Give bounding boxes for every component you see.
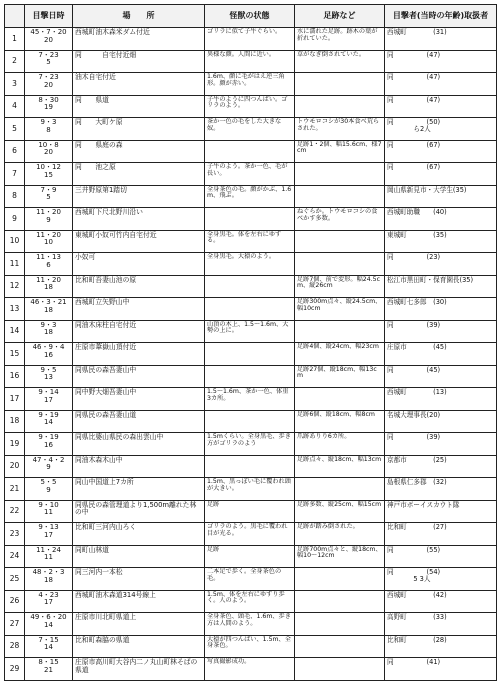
sighting-location: 比和町吾妻山池の原 — [73, 275, 205, 298]
footprint-notes: 草がなぎ倒されていた。 — [295, 50, 385, 73]
sighting-location: 同油木森木山中 — [73, 455, 205, 478]
row-number: 15 — [5, 343, 25, 366]
sighting-location: 庄原市葦嶽山頂付近 — [73, 343, 205, 366]
sighting-date: 49・6・20 14 — [25, 613, 73, 636]
creature-description: 1.5mくらい。全身黒毛、歩き方がゴリラのよう — [205, 433, 295, 456]
creature-description: 全身黒毛。体を左右にゆする。 — [205, 230, 295, 253]
header-date: 目撃日時 — [25, 5, 73, 28]
sighting-date: 7・9 5 — [25, 185, 73, 208]
table-row — [5, 50, 497, 73]
row-number: 12 — [5, 275, 25, 298]
sighting-date: 9・3 8 — [25, 118, 73, 141]
witness-info: 岡山県新見市・大学生(35) — [385, 185, 497, 208]
creature-description — [205, 343, 295, 366]
sighting-location: 同町山林道 — [73, 545, 205, 568]
row-number: 4 — [5, 95, 25, 118]
sighting-location: 同山中国道上7カ所 — [73, 478, 205, 501]
footprint-notes — [295, 568, 385, 591]
table-row — [5, 658, 497, 681]
sighting-location: 比和町三河内山ろく — [73, 523, 205, 546]
footprint-notes: 足跡1・2個、幅15.6cm、様7cm — [295, 140, 385, 163]
creature-description — [205, 208, 295, 231]
footprint-notes: 足跡点々、縦18cm、幅13cm — [295, 455, 385, 478]
row-number: 18 — [5, 410, 25, 433]
row-number: 24 — [5, 545, 25, 568]
sighting-date: 46・9・4 16 — [25, 343, 73, 366]
creature-description: 1.6m、顔に毛がはえ逆三角形。顔が赤い。 — [205, 73, 295, 96]
footprint-notes: 足跡4個、縦24cm、幅23cm — [295, 343, 385, 366]
row-number: 17 — [5, 388, 25, 411]
witness-info: 西城町 (42) — [385, 590, 497, 613]
creature-description: ゴリラのよう。黒毛に覆われ目が光る。 — [205, 523, 295, 546]
sighting-date: 9・19 16 — [25, 433, 73, 456]
sighting-date: 10・8 20 — [25, 140, 73, 163]
witness-info: 島根県仁多郡 (32) — [385, 478, 497, 501]
witness-info: 比和町 (28) — [385, 635, 497, 658]
row-number: 5 — [5, 118, 25, 141]
witness-info: 京都市 (25) — [385, 455, 497, 478]
row-number: 22 — [5, 500, 25, 523]
sighting-location: 同県民の森吾妻山中 — [73, 365, 205, 388]
sighting-date: 11・20 9 — [25, 208, 73, 231]
row-number: 13 — [5, 298, 25, 321]
sighting-location: 西城町立矢野山中 — [73, 298, 205, 321]
sighting-date: 11・20 18 — [25, 275, 73, 298]
creature-description: 異様な顔。人間に近い。 — [205, 50, 295, 73]
sighting-location: 三井野原第1踏切 — [73, 185, 205, 208]
creature-description — [205, 275, 295, 298]
table-row — [5, 635, 497, 658]
header-row — [5, 5, 497, 28]
sighting-location: 比和町森脇の県道 — [73, 635, 205, 658]
witness-info: 神戸市ボーイスカウト隊 — [385, 500, 497, 523]
creature-description: 全身茶色、頭毛、1.6m、歩き方は人間のよう。 — [205, 613, 295, 636]
creature-description — [205, 365, 295, 388]
row-number: 7 — [5, 163, 25, 186]
witness-info: 同 (39) — [385, 320, 497, 343]
table-row — [5, 230, 497, 253]
table-row — [5, 523, 497, 546]
creature-description — [205, 455, 295, 478]
witness-info: 同 (23) — [385, 253, 497, 276]
sighting-date: 47・4・2 9 — [25, 455, 73, 478]
row-number: 6 — [5, 140, 25, 163]
witness-info: 同 (47) — [385, 95, 497, 118]
creature-description: ゴリラに似て子牛ぐらい。 — [205, 28, 295, 51]
sighting-date: 9・10 11 — [25, 500, 73, 523]
witness-info: 庄原市 (45) — [385, 343, 497, 366]
witness-info: 高野町 (33) — [385, 613, 497, 636]
sighting-location: 同県民の森吾妻山道 — [73, 410, 205, 433]
witness-info: 西城町 (31) — [385, 28, 497, 51]
witness-info: 同 (50) ら2人 — [385, 118, 497, 141]
row-number: 16 — [5, 365, 25, 388]
sighting-location: 西城町油木森道314号線上 — [73, 590, 205, 613]
creature-description — [205, 410, 295, 433]
sighting-date: 46・3・21 18 — [25, 298, 73, 321]
sighting-location: 同 大町ケ原 — [73, 118, 205, 141]
sighting-date: 7・23 20 — [25, 73, 73, 96]
sighting-date: 8・30 19 — [25, 95, 73, 118]
sighting-location: 東城町小奴可竹内自宅付近 — [73, 230, 205, 253]
footprint-notes — [295, 163, 385, 186]
row-number: 10 — [5, 230, 25, 253]
header-feature: 怪獣の状態 — [205, 5, 295, 28]
table-row — [5, 118, 497, 141]
creature-description — [205, 140, 295, 163]
row-number: 9 — [5, 208, 25, 231]
header-footprint: 足跡など — [295, 5, 385, 28]
table-row — [5, 95, 497, 118]
footprint-notes: 足跡6個、縦18cm、幅8cm — [295, 410, 385, 433]
sighting-location: 庄原市高川町大谷内二ノ丸山町林そばの県道 — [73, 658, 205, 681]
sighting-location: 同 県庭の森 — [73, 140, 205, 163]
sighting-location: 同油木床柱自宅付近 — [73, 320, 205, 343]
creature-description: 1.5m、体を左右にゆすり歩く。人のよう。 — [205, 590, 295, 613]
sighting-location: 同 県道 — [73, 95, 205, 118]
sighting-location: 庄原市川北町県道上 — [73, 613, 205, 636]
row-number: 28 — [5, 635, 25, 658]
sighting-location: 西城町油木森米ダム付近 — [73, 28, 205, 51]
table-row — [5, 185, 497, 208]
footprint-notes — [295, 73, 385, 96]
table-row — [5, 613, 497, 636]
creature-description: 写真撮影成功。 — [205, 658, 295, 681]
sighting-date: 9・5 13 — [25, 365, 73, 388]
sighting-table — [4, 4, 497, 681]
sighting-date: 45・7・20 20 — [25, 28, 73, 51]
sighting-date: 7・23 5 — [25, 50, 73, 73]
creature-description: 山頂の木上、1.5〜1.6m、大勢の上に。 — [205, 320, 295, 343]
witness-info: 同 (54) 5 3人 — [385, 568, 497, 591]
footprint-notes: 爪跡ありり6カ所。 — [295, 433, 385, 456]
witness-info: 同 (47) — [385, 50, 497, 73]
table-row — [5, 298, 497, 321]
witness-info: 名城大理事長(20) — [385, 410, 497, 433]
witness-info: 同 (67) — [385, 140, 497, 163]
header-location: 場 所 — [73, 5, 205, 28]
footprint-notes — [295, 388, 385, 411]
table-row — [5, 568, 497, 591]
witness-info: 松江市黒田町・保育園長(35) — [385, 275, 497, 298]
witness-info: 西城町 (13) — [385, 388, 497, 411]
header-no — [5, 5, 25, 28]
row-number: 19 — [5, 433, 25, 456]
witness-info: 同 (67) — [385, 163, 497, 186]
creature-description: 子牛のように四つんばい。ゴリラのよう。 — [205, 95, 295, 118]
table-row — [5, 73, 497, 96]
sighting-date: 9・3 18 — [25, 320, 73, 343]
row-number: 2 — [5, 50, 25, 73]
footprint-notes: 足跡700m点々と、縦18cm、幅10〜12cm — [295, 545, 385, 568]
creature-description: 茶か一色の毛をした大きな奴。 — [205, 118, 295, 141]
table-row — [5, 478, 497, 501]
sighting-date: 5・5 9 — [25, 478, 73, 501]
footprint-notes — [295, 230, 385, 253]
creature-description: 足跡 — [205, 500, 295, 523]
sighting-record-page — [4, 4, 496, 674]
witness-info: 同 (41) — [385, 658, 497, 681]
footprint-notes: 水に濡れた足跡。跡木の葉が折れていた。 — [295, 28, 385, 51]
sighting-location: 同県民の森管理道より1,500m離れた林の中 — [73, 500, 205, 523]
sighting-date: 9・19 14 — [25, 410, 73, 433]
witness-info: 同 (55) — [385, 545, 497, 568]
footprint-notes: 足跡7個、前で変形。幅24.5cm、縦26cm — [295, 275, 385, 298]
row-number: 8 — [5, 185, 25, 208]
table-row — [5, 365, 497, 388]
sighting-date: 8・15 21 — [25, 658, 73, 681]
creature-description — [205, 298, 295, 321]
creature-description: 1.5m、黒っぽい毛に覆われ頭が大きい。 — [205, 478, 295, 501]
footprint-notes: 足跡300m点々、縦24.5cm、幅10cm — [295, 298, 385, 321]
table-row — [5, 410, 497, 433]
creature-description: 二本足で歩く。全身茶色の毛。 — [205, 568, 295, 591]
sighting-location: 西城町下尺北野川沿い — [73, 208, 205, 231]
sighting-location: 小奴可 — [73, 253, 205, 276]
sighting-date: 10・12 15 — [25, 163, 73, 186]
creature-description: 全身茶色の毛。顔がかぶ、1.6m、飛ぶ。 — [205, 185, 295, 208]
footprint-notes: 足跡27個、縦18cm、幅13cm — [295, 365, 385, 388]
sighting-date: 11・24 11 — [25, 545, 73, 568]
table-row — [5, 28, 497, 51]
witness-info: 同 (45) — [385, 365, 497, 388]
table-row — [5, 455, 497, 478]
sighting-location: 同中野大畑吾妻山中 — [73, 388, 205, 411]
table-row — [5, 253, 497, 276]
creature-description: 子牛のよう。茶か一色、毛が長い。 — [205, 163, 295, 186]
table-row — [5, 320, 497, 343]
row-number: 25 — [5, 568, 25, 591]
sighting-date: 9・14 17 — [25, 388, 73, 411]
table-row — [5, 433, 497, 456]
row-number: 27 — [5, 613, 25, 636]
table-row — [5, 545, 497, 568]
header-witness: 目撃者(当時の年齢)取扱者 — [385, 5, 497, 28]
table-row — [5, 388, 497, 411]
creature-description: 大猿が四つんばい、1.5m、全身茶色。 — [205, 635, 295, 658]
sighting-location: 同三河内一本松 — [73, 568, 205, 591]
row-number: 21 — [5, 478, 25, 501]
row-number: 26 — [5, 590, 25, 613]
table-row — [5, 140, 497, 163]
footprint-notes — [295, 185, 385, 208]
sighting-location: 油木自宅付近 — [73, 73, 205, 96]
row-number: 23 — [5, 523, 25, 546]
sighting-location: 同 自宅付近畑 — [73, 50, 205, 73]
footprint-notes — [295, 613, 385, 636]
table-row — [5, 275, 497, 298]
table-row — [5, 163, 497, 186]
row-number: 3 — [5, 73, 25, 96]
witness-info: 西城町助職 (40) — [385, 208, 497, 231]
sighting-date: 11・13 6 — [25, 253, 73, 276]
witness-info: 同 (47) — [385, 73, 497, 96]
footprint-notes: ねぐらか。トウモロコシの食べかす多数。 — [295, 208, 385, 231]
table-row — [5, 343, 497, 366]
row-number: 1 — [5, 28, 25, 51]
sighting-location: 同県比婆山県民の森出雲山中 — [73, 433, 205, 456]
row-number: 14 — [5, 320, 25, 343]
footprint-notes: 足跡が踏み倒された。 — [295, 523, 385, 546]
witness-info: 同 (39) — [385, 433, 497, 456]
creature-description: 足跡 — [205, 545, 295, 568]
row-number: 20 — [5, 455, 25, 478]
witness-info: 比和町 (27) — [385, 523, 497, 546]
creature-description: 1.5〜1.6m、茶か一色、体重3カ所。 — [205, 388, 295, 411]
sighting-date: 7・15 14 — [25, 635, 73, 658]
footprint-notes — [295, 95, 385, 118]
footprint-notes — [295, 320, 385, 343]
footprint-notes — [295, 635, 385, 658]
footprint-notes — [295, 658, 385, 681]
sighting-date: 4・23 17 — [25, 590, 73, 613]
table-row — [5, 590, 497, 613]
row-number: 29 — [5, 658, 25, 681]
footprint-notes: トウモロコシが30本食べ荒らされた。 — [295, 118, 385, 141]
footprint-notes — [295, 253, 385, 276]
witness-info: 東城町 (35) — [385, 230, 497, 253]
footprint-notes — [295, 478, 385, 501]
creature-description: 全身黒毛。大猿のよう。 — [205, 253, 295, 276]
witness-info: 西城町七多郎 (30) — [385, 298, 497, 321]
sighting-date: 11・20 10 — [25, 230, 73, 253]
row-number: 11 — [5, 253, 25, 276]
table-row — [5, 208, 497, 231]
table-row — [5, 500, 497, 523]
sighting-date: 48・2・3 18 — [25, 568, 73, 591]
footprint-notes: 足跡多数、縦25cm、幅15cm — [295, 500, 385, 523]
sighting-date: 9・13 17 — [25, 523, 73, 546]
sighting-location: 同 池之原 — [73, 163, 205, 186]
footprint-notes — [295, 590, 385, 613]
